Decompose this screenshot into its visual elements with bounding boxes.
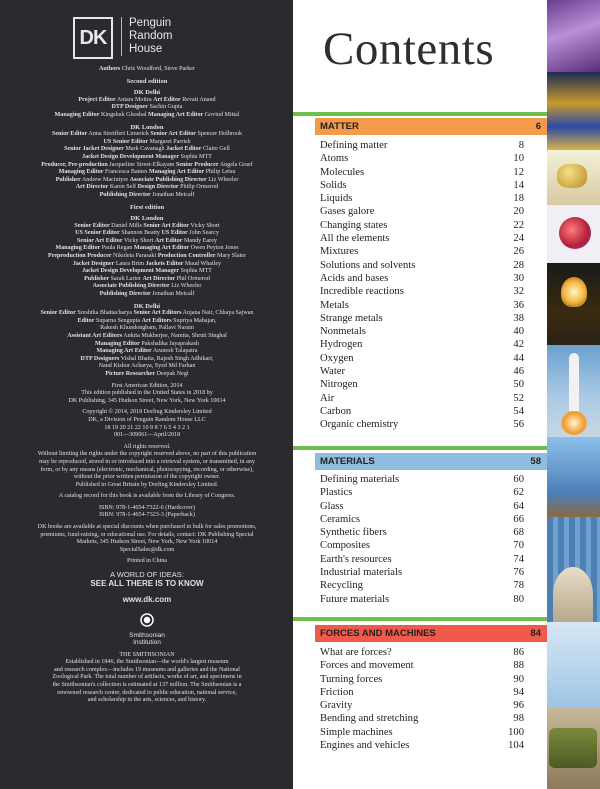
contents-entry[interactable] [320,219,524,232]
credit-person: Mark Cavanagh [123,146,167,153]
credit-role: US Senior Editor [75,230,120,237]
entry-title: Water [320,366,346,378]
first-edition-label: First edition [129,203,165,211]
golden-nugget-photo [547,150,600,205]
entry-page-number: 56 [513,419,524,431]
credit-line [16,371,278,379]
light-bulb-photo [547,263,600,345]
credit-line [16,341,278,349]
entry-title: Bending and stretching [320,713,419,725]
smithsonian-sunburst-icon [137,610,157,630]
credit-person: Francesca Baines [103,169,150,176]
credit-person: Suparna Sengupta [94,317,142,324]
credit-person: Margaret Parrish [148,138,191,145]
entry-page-number: 30 [513,272,524,284]
credit-line [16,131,278,139]
credit-line [16,192,278,200]
credit-person: Kingshuk Ghoshal [99,111,149,118]
contents-entry[interactable] [320,272,524,285]
credit-role: DTP Designer [111,104,148,111]
entry-page-number: 24 [513,233,524,245]
contents-entry[interactable] [320,299,524,312]
entry-title: Simple machines [320,726,393,738]
entry-title: Hydrogen [320,339,363,351]
printed-in: Printed in China [127,558,167,565]
credits-dk-delhi-2 [16,303,278,379]
credit-role: Jacket Design Development Manager [82,153,180,160]
credit-role: Jacket Design Development Manager [82,268,180,275]
credit-person: Antara Moitra [115,96,154,103]
entry-title: Defining matter [320,140,388,151]
publisher-logo [73,17,172,59]
space-shuttle-launch-photo [547,345,600,437]
credit-role: Production Controller [157,253,216,260]
credit-line [16,162,278,170]
credit-person: Laura Brim [114,260,146,267]
entry-page-number: 94 [513,686,524,698]
credit-role: Art Editors [141,317,172,324]
contents-entry[interactable] [320,673,524,686]
credit-role: Senior Jacket Designer [64,146,124,153]
entry-page-number: 60 [513,474,524,485]
credit-person: Spencer Holbrook [196,131,243,138]
contents-entry[interactable] [320,418,524,431]
section-divider [293,617,547,621]
entry-page-number: 28 [513,259,524,271]
credit-person: Vicky Short [122,237,155,244]
credit-line [16,318,278,326]
entry-page-number: 46 [513,366,524,378]
entry-title: Carbon [320,405,352,417]
entry-page-number: 38 [513,312,524,324]
isbn-list: ISBN: 978-1-4654-7322-6 (Hardcover) ISBN: 978-1-4654-7323-3 (Paperback) [98,504,196,519]
credit-person: Philip Letsu [204,169,236,176]
credit-role: Art Director [142,275,176,282]
credit-heading: DK Delhi [133,302,161,310]
entries-forces-and-machines [320,646,524,752]
credit-role: Managing Editor [94,340,140,347]
entry-title: Earth's resources [320,553,392,565]
credit-person: Phil Ormerod [175,275,210,282]
penguin-random-house-wordmark: Penguin Random House [121,17,172,56]
entry-page-number: 66 [513,513,524,525]
entry-page-number: 78 [513,580,524,592]
entry-title: Nitrogen [320,379,358,391]
entry-page-number: 70 [513,540,524,552]
entry-title: Nonmetals [320,326,366,338]
credit-line [16,230,278,238]
credit-person: Arunesh Talapatra [151,348,198,355]
entry-page-number: 64 [513,500,524,512]
rights-notice: All rights reserved. Without limiting the rights under the copyright reserved above, no part of this publication may be reproduced, stored in or introduced into a retrieval system, or transmitted, in any form, or by any means (electronic, mechanical, photocopying, recording, or otherwise), without the prior written permission of the copyright owner. Published in Great Britain by Dorling Kindersley Limited. [37,443,257,488]
catalog-notice: A catalog record for this book is available from the Library of Congress. [58,493,236,500]
credit-role: Senior Art Editor [143,222,189,229]
credit-role: Associate Publishing Director [92,283,170,290]
contents-entry[interactable] [320,245,524,258]
credit-person: Vishal Bhatia, Rajesh Singh Adhikari, [119,355,214,362]
entry-page-number: 18 [513,193,524,205]
credit-role: Managing Editor [58,169,104,176]
entry-title: Mixtures [320,246,359,258]
contents-entry[interactable] [320,566,524,579]
entry-title: Ceramics [320,513,361,525]
contents-entry[interactable] [320,513,524,526]
entry-title: Synthetic fibers [320,527,387,539]
credit-line [16,261,278,269]
contents-entry[interactable] [320,285,524,298]
military-vehicle-photo [547,708,600,789]
credit-role: Editor [77,317,95,324]
contents-entry[interactable] [320,553,524,566]
entry-page-number: 12 [513,166,524,178]
credit-person: Mary Slater [215,253,246,260]
credit-person: Karen Self [108,184,138,191]
credit-person: Angela Graef [218,161,253,168]
entry-title: Strange metals [320,312,383,324]
contents-entry[interactable] [320,179,524,192]
credit-role: Publisher [55,176,81,183]
entry-title: Plastics [320,487,353,499]
credit-line [16,223,278,231]
credit-role: Managing Art Editor [148,111,204,118]
credit-line [16,363,278,371]
entry-page-number: 96 [513,700,524,712]
entries-matter [320,139,524,432]
page-title: Contents [323,23,495,75]
credit-person: Liz Wheeler [169,283,202,290]
entry-page-number: 50 [513,379,524,391]
credit-person: Deepak Negi [155,370,189,377]
entry-page-number: 32 [513,286,524,298]
contents-entry[interactable] [320,405,524,418]
credits-dk-delhi-1 [16,89,278,119]
entry-page-number: 40 [513,326,524,338]
credit-person: Sachin Gupta [147,104,183,111]
entry-title: What are forces? [320,647,392,658]
credit-person: Owen Peyton Jones [189,245,239,252]
contents-entry[interactable] [320,139,524,152]
credit-person: Supriya Mahajan, [171,317,217,324]
credit-person: Liz Wheeler [206,176,239,183]
entry-page-number: 86 [513,647,524,658]
contents-entry[interactable] [320,392,524,405]
contents-entry[interactable] [320,526,524,539]
entry-page-number: 68 [513,527,524,539]
smithsonian-description: THE SMITHSONIAN Established in 1846, the Smithsonian—the world's largest museum and research complex—includes 19 museums and galleries and the National Zoological Park. The total number of artifacts, works of art, and specimens in the Smithsonian's collection is estimated at 137 million. The Smithsonian is a renowned research center, dedicated to public education, national service, and scholarship in the arts, sciences, and history. [52,651,242,704]
credit-role: US Senior Editor [103,138,149,145]
credit-role: Preproduction Producer [48,253,112,260]
credits-dk-london-1 [16,124,278,200]
section-divider [293,446,547,450]
contents-entry[interactable] [320,325,524,338]
entry-title: Atoms [320,153,349,165]
entry-page-number: 26 [513,246,524,258]
entry-title: Oxygen [320,352,354,364]
entry-page-number: 74 [513,553,524,565]
entry-page-number: 88 [513,660,524,672]
tutankhamun-mask-photo [547,72,600,150]
credit-role: US Editor [161,230,188,237]
credit-person: Mandy Earey [182,237,217,244]
credit-line [16,253,278,261]
credit-line [16,184,278,192]
credit-person: Ankita Mukherjee, Namita, Shruti Singhal [122,333,227,339]
entry-title: Friction [320,686,354,698]
contents-entry[interactable] [320,152,524,165]
entry-title: Turning forces [320,673,383,685]
credit-role: Senior Art Editors [133,310,182,317]
credit-heading: DK London [130,215,164,223]
entry-title: Defining materials [320,474,400,485]
entry-page-number: 36 [513,299,524,311]
credit-role: Art Editor [153,96,181,103]
entry-page-number: 8 [518,140,524,151]
credit-line [16,348,278,356]
credit-role: Picture Researcher [105,370,156,377]
credit-person: Sophia MTT [179,268,212,275]
entry-page-number: 44 [513,352,524,364]
credit-role: Senior Art Editor [150,131,197,138]
credit-role: Art Editor [154,237,183,244]
entry-title: Glass [320,500,344,512]
contents-entry[interactable] [320,699,524,712]
entry-page-number: 98 [513,713,524,725]
credit-role: Associate Publishing Director [129,176,207,183]
website-url: www.dk.com [122,595,172,605]
contents-entry[interactable] [320,712,524,725]
credit-line [16,325,278,333]
credit-line [16,238,278,246]
imprint-credits [16,66,278,709]
entry-title: Gravity [320,700,353,712]
entry-page-number: 52 [513,392,524,404]
credit-role: Design Director [137,184,179,191]
credit-role: Project Editor [78,96,116,103]
glass-building-photo [547,517,600,622]
credit-person: Jacqueline Street-Elkayam [107,161,176,168]
contents-entry[interactable] [320,593,524,606]
entry-page-number: 80 [513,593,524,605]
credit-role: Managing Editor [54,111,100,118]
contents-entry[interactable] [320,659,524,672]
credit-person: Philip Ormerod [178,184,219,191]
contents-entry[interactable] [320,338,524,351]
credit-role: Senior Art Editor [77,237,123,244]
credit-role: Producer, Pre-production [41,161,108,168]
second-edition-label: Second edition [126,77,168,85]
credit-role: Senior Editor [51,131,88,138]
credit-heading: DK Delhi [133,89,161,97]
credit-line [16,112,278,120]
contents-entry[interactable] [320,739,524,752]
entry-page-number: 104 [508,740,524,752]
credit-role: Jackets Editor [145,260,184,267]
credit-line [16,154,278,162]
entry-title: Air [320,392,335,404]
contents-entry[interactable] [320,365,524,378]
dk-slogan: A WORLD OF IDEAS: SEE ALL THERE IS TO KNOW [90,570,204,589]
credit-person: Revati Anand [180,96,216,103]
credit-person: Anna Streiffert Limerick [87,131,151,138]
entry-title: Gases galore [320,206,375,218]
credit-role: Jacket Editor [166,146,202,153]
credit-line [16,169,278,177]
contents-entry[interactable] [320,686,524,699]
credit-line [16,97,278,105]
credit-person: Shannon Beatty [119,230,162,237]
credit-role: Managing Art Editor [149,169,205,176]
credit-line [16,291,278,299]
credit-person: Nand Kishor Acharya, Syed Md Farhan [98,363,196,370]
credit-role: Publishing Director [99,291,151,298]
contents-entry[interactable] [320,473,524,486]
entry-page-number: 22 [513,219,524,231]
credit-role: Publishing Director [99,191,151,198]
credit-person: Jonathan Metcalf [150,191,195,198]
dk-logo: DK [73,17,113,59]
entry-page-number: 10 [513,153,524,165]
contents-entry[interactable] [320,486,524,499]
credit-role: Senior Editor [74,222,110,229]
credit-person: Daniel Mills [109,222,144,229]
entry-title: All the elements [320,233,390,245]
credit-line [16,283,278,291]
credit-role: DTP Designers [80,355,120,362]
credit-line [16,333,278,341]
entry-title: Acids and bases [320,272,389,284]
credit-line [16,268,278,276]
edition-info: First American Edition, 2014 This edition published in the United States in 2018 by DK Publishing, 345 Hudson Street, New York, New York 10014 [68,382,226,404]
credit-role: Assistant Art Editors [67,333,123,339]
entry-title: Organic chemistry [320,419,399,431]
contents-entry[interactable] [320,646,524,659]
section-divider [293,112,547,116]
entries-materials [320,473,524,606]
contents-entry[interactable] [320,312,524,325]
credit-role: Jacket Designer [72,260,115,267]
credit-person: Sreshtha Bhattacharya [75,310,134,317]
entry-title: Solids [320,179,347,191]
entry-page-number: 42 [513,339,524,351]
copyright-notice: Copyright © 2014, 2018 Dorling Kindersley Limited DK, a Division of Penguin Random House LLC 18 19 20 21 22 10 9 8 7 6 5 4 3 2 1 001—309061—April/2018 [82,409,212,439]
contents-entry[interactable] [320,166,524,179]
entry-page-number: 76 [513,567,524,579]
contents-entry[interactable] [320,352,524,365]
contents-entry[interactable] [320,539,524,552]
entry-title: Industrial materials [320,567,403,579]
glass-sculpture-photo [547,622,600,708]
contents-entry[interactable] [320,232,524,245]
entry-page-number: 14 [513,179,524,191]
credit-role: Managing Editor [55,245,101,252]
entry-title: Changing states [320,219,388,231]
credit-role: Senior Producer [175,161,219,168]
special-sales-notice: DK books are available at special discounts when purchased in bulk for sales promotions, premiums, fund-raising, or educational use. For details, contact: DK Publishing Special Markets, 345 Hudson Street, New York, New York 10014 SpecialSales@dk.com [37,524,257,553]
credit-person: Govind Mittal [203,111,240,118]
entry-title: Forces and movement [320,660,414,672]
credit-line [16,104,278,112]
space-station-photo [547,437,600,517]
contents-entry[interactable] [320,192,524,205]
credit-person: Paula Regan [100,245,134,252]
credit-heading: DK London [130,123,164,131]
entry-page-number: 54 [513,405,524,417]
credit-person: John Searcy [187,230,219,237]
credit-person: Sarah Larter [109,275,143,282]
authors-line: Authors Chris Woodford, Steve Parker [98,66,196,72]
entry-title: Incredible reactions [320,286,404,298]
contents-entry[interactable] [320,726,524,739]
credit-role: Senior Editor [40,310,76,317]
entry-page-number: 20 [513,206,524,218]
credit-person: Rakesh Khundongbam, Pallavi Narain [100,325,194,332]
imprint-panel [0,0,293,789]
credit-line [16,356,278,364]
entry-page-number: 62 [513,487,524,499]
credits-dk-london-2 [16,215,278,299]
credit-line [16,310,278,318]
credit-person: Jonathan Metcalf [150,291,195,298]
entry-page-number: 100 [508,726,524,738]
credit-role: Managing Art Editor [133,245,190,252]
contents-entry[interactable] [320,378,524,391]
contents-entry[interactable] [320,205,524,218]
contents-entry[interactable] [320,259,524,272]
section-header-forces-and-machines[interactable]: FORCES AND MACHINES 84 [315,625,547,642]
credit-person: Vicky Short [188,222,220,229]
credit-line [16,245,278,253]
photo-strip [547,0,600,789]
credit-person: Nikoleta Parasaki [111,253,158,260]
smithsonian-logo-text: Smithsonian Institution [129,631,165,647]
amethyst-crystal-photo [547,0,600,72]
entry-title: Engines and vehicles [320,740,410,752]
entry-title: Molecules [320,166,365,178]
credit-person: Maud Whatley [183,260,222,267]
atom-model-photo [547,205,600,263]
credit-person: Sophia MTT [179,153,212,160]
credit-person: Claire Gell [201,146,230,153]
credit-line [16,146,278,154]
credit-role: Art Director [75,184,109,191]
contents-entry[interactable] [320,579,524,592]
credit-role: Managing Art Editor [96,348,152,355]
credit-person: Anjana Nair, Chhaya Sajwan [181,310,254,317]
entry-title: Solutions and solvents [320,259,416,271]
entry-title: Metals [320,299,349,311]
contents-entry[interactable] [320,500,524,513]
entry-title: Composites [320,540,371,552]
section-header-materials[interactable]: MATERIALS 58 [315,453,547,470]
entry-page-number: 90 [513,673,524,685]
entry-title: Recycling [320,580,363,592]
credit-line [16,139,278,147]
entry-title: Future materials [320,593,390,605]
entry-title: Liquids [320,193,353,205]
credit-person: Andrew Macintyre [80,176,130,183]
section-header-matter[interactable]: MATTER 6 [315,118,547,135]
credit-role: Publisher [84,275,110,282]
credit-person: Pakshalika Jayaprakash [139,340,200,347]
credit-line [16,276,278,284]
